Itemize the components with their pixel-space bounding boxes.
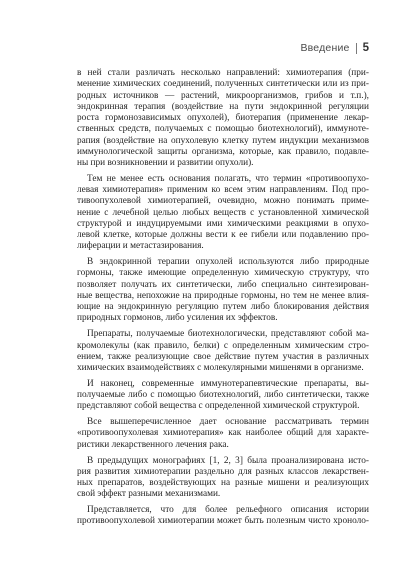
text-line: структурой и индуцируемыми ими химическими реакциями в опухо- [77,218,369,229]
text-line: гормоны, также имеющие определенную химическую структуру, что [77,268,369,279]
text-line: рапия (воздействие на опухолевую клетку путем индукции механизмов [77,135,369,146]
text-line: иммунологической защиты организма, которые, как правило, подавле- [77,146,369,157]
text-line: эндокринная терапия (воздействие на пути эндокринной регуляции [77,101,369,112]
text-line: природных гормонов, либо усиления их эффектов. [77,313,278,324]
text-line: ных препаратов, воздействующих на разные мишени и реализующих [77,478,369,489]
text-line: в ней стали различать несколько направлений: химиотерапия (при- [77,68,369,78]
text-line: Все вышеперечисленное дает основание рассматривать термин [87,417,369,428]
text-line: Тем не менее есть основания полагать, что термин «противоопухо- [87,173,369,184]
text-line: Препараты, получаемые биотехнологически, представляют собой ма- [87,329,369,340]
paragraph [77,329,369,374]
page-number: 5 [362,42,369,54]
text-line: роста гормонозависимых опухолей), биотерапия (применение лекар- [77,113,369,123]
text-line: ные вещества, непохожие на природные гормоны, но тем не менее влия- [77,290,369,301]
text-line: ристики лекарственного лечения рака. [77,439,229,450]
section-title: Введение [300,42,350,54]
text-line: родных источников — растений, микроорганизмов, грибов и т.п.), [77,90,369,101]
text-line: левой клетке, которые должны вести к ее гибели или подавлению про- [77,230,369,241]
text-line: рия развития химиотерапии раздельно для разных классов лекарствен- [77,466,369,477]
paragraph [77,505,369,528]
text-line: противоопухолевой химиотерапии может быть полезным чисто хроноло- [77,516,369,527]
text-line: тивоопухолевой химиотерапией, очевидно, можно понимать приме- [77,196,369,207]
paragraph [77,68,369,169]
paragraph [77,456,369,501]
text-line: ением, также реализующие свое действие путем участия в различных [77,351,369,362]
text-line: представляют собой вещества с определенной химической структурой. [77,401,360,412]
text-line: ственных средств, получаемых с помощью биотехнологий), иммуноте- [77,124,369,135]
text-line: В предыдущих монографиях [1, 2, 3] была проанализирована исто- [87,455,369,466]
paragraph [77,379,369,413]
text-line: ющие на эндокринную регуляцию путем либо блокирования действия [77,302,369,313]
body-text [77,68,369,528]
paragraph [77,174,369,253]
header-divider [356,43,357,54]
text-line: «противоопухолевая химиотерапия» как наиболее общий для характе- [77,428,369,439]
text-line: И наконец, современные иммунотерапевтические препараты, вы- [87,378,369,389]
text-line: кромолекулы (как правило, белки) с определенным химическим стро- [77,340,369,351]
paragraph [77,257,369,325]
text-line: свой эффект разными механизмами. [77,489,221,500]
text-line: химических взаимодействиях с молекулярными мишенями в организме. [77,363,364,374]
text-line: левая химиотерапия» применим ко всем этим направлениям. Под про- [77,185,369,196]
text-line: получаемые либо с помощью биотехнологий, либо синтетически, также [77,390,369,401]
text-line: Представляется, что для более рельефного описания истории [87,505,369,516]
text-line: позволяет получать их синтетически, либо специально синтезирован- [77,279,369,290]
paragraph [77,417,369,451]
text-line: нение с лечебной целью любых веществ с установленной химической [77,207,369,218]
text-line: лиферации и метастазирования. [77,241,204,252]
running-header [300,41,369,55]
text-line: менение химических соединений, полученных синтетически или из при- [77,79,369,90]
text-line: ны при возникновении и развитии опухоли). [77,158,254,168]
text-line: В эндокринной терапии опухолей используются либо природные [87,257,369,268]
